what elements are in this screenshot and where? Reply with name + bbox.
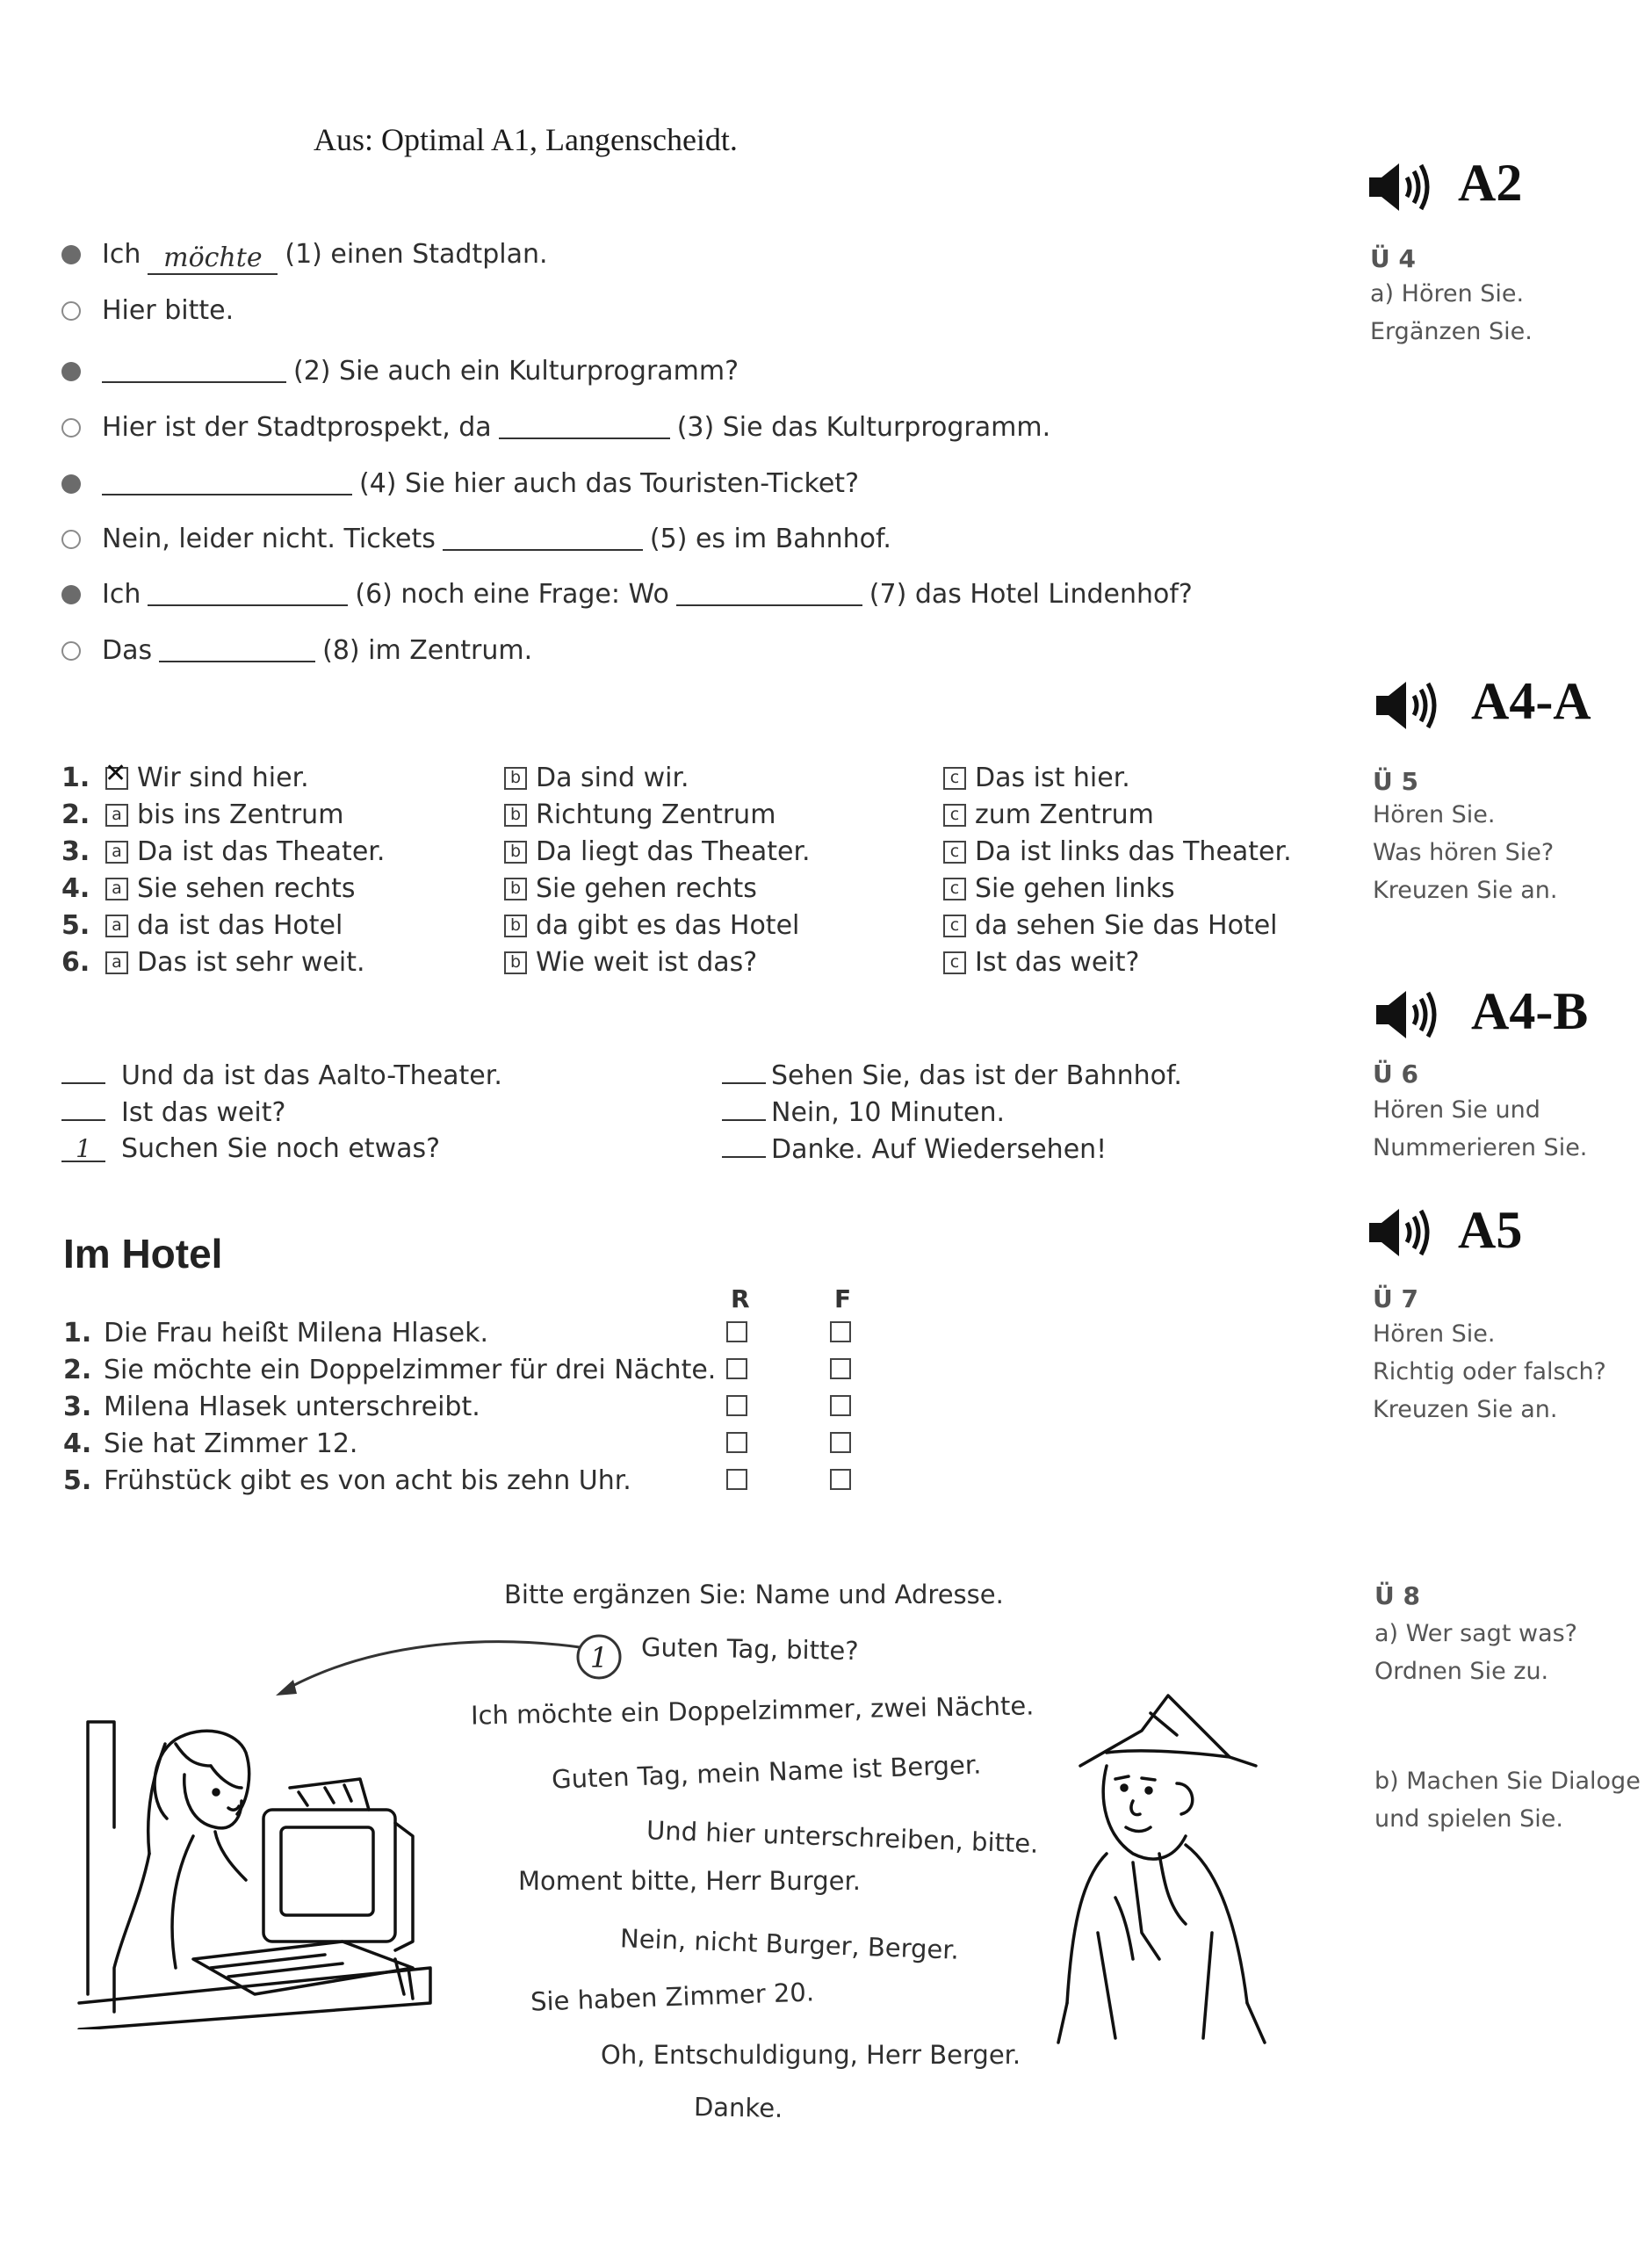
- answer-blank[interactable]: [102, 467, 352, 495]
- choice-checkbox-b[interactable]: b: [504, 915, 527, 937]
- speaker-a-bullet: [61, 585, 81, 604]
- svg-text:1: 1: [589, 1641, 609, 1674]
- choice-row: 5. a da ist das Hotel: [61, 910, 343, 941]
- order-item: 1 Suchen Sie noch etwas?: [61, 1133, 440, 1164]
- dialog-instruction: Bitte ergänzen Sie: Name und Adresse.: [504, 1580, 1004, 1609]
- richtig-checkbox[interactable]: [726, 1432, 747, 1453]
- order-item: Nein, 10 Minuten.: [722, 1096, 1005, 1128]
- speaker-b-bullet: [61, 301, 81, 321]
- dialog-sentence: Nein, nicht Burger, Berger.: [619, 1923, 960, 1965]
- choice-option-b: b Sie gehen rechts: [504, 873, 757, 904]
- dialog-line: Hier ist der Stadtprospekt, da (3) Sie das Kulturprogramm.: [61, 408, 1050, 443]
- answer-blank[interactable]: möchte: [148, 247, 278, 275]
- choice-checkbox-b[interactable]: b: [504, 767, 527, 790]
- exercise-number: Ü 5: [1373, 767, 1418, 796]
- choice-checkbox-b[interactable]: b: [504, 841, 527, 864]
- choice-checkbox-c[interactable]: c: [943, 767, 966, 790]
- section-title: Im Hotel: [63, 1231, 223, 1276]
- choice-row: 6. a Das ist sehr weit.: [61, 947, 365, 978]
- choice-checkbox-a[interactable]: [105, 767, 128, 790]
- exercise-instructions: a) Wer sagt was? Ordnen Sie zu.: [1374, 1620, 1578, 1685]
- exercise-number: Ü 6: [1373, 1059, 1418, 1088]
- dialog-line: Nein, leider nicht. Tickets (5) es im Bahnhof.: [61, 519, 891, 554]
- choice-option-b: b Da sind wir.: [504, 763, 689, 793]
- exercise-instructions: Hören Sie. Was hören Sie? Kreuzen Sie an.: [1373, 801, 1558, 904]
- order-number-blank[interactable]: [61, 1059, 105, 1084]
- receptionist-illustration: [61, 1704, 474, 2029]
- falsch-checkbox[interactable]: [830, 1395, 851, 1416]
- falsch-header: F: [834, 1284, 852, 1313]
- falsch-checkbox[interactable]: [830, 1358, 851, 1379]
- choice-option-b: b Da liegt das Theater.: [504, 836, 811, 867]
- answer-blank[interactable]: [499, 411, 670, 439]
- choice-checkbox-b[interactable]: b: [504, 951, 527, 974]
- speaker-icon[interactable]: [1366, 156, 1434, 218]
- choice-checkbox-a[interactable]: a: [105, 951, 128, 974]
- answer-blank[interactable]: [676, 578, 862, 606]
- choice-row: 2. a bis ins Zentrum: [61, 799, 344, 830]
- dialog-sentence: Und hier unterschreiben, bitte.: [646, 1815, 1039, 1859]
- choice-option-b: b Wie weit ist das?: [504, 947, 757, 978]
- dialog-sentence: Sie haben Zimmer 20.: [530, 1977, 815, 2017]
- dialog-line: (4) Sie hier auch das Touristen-Ticket?: [61, 464, 859, 499]
- choice-checkbox-a[interactable]: a: [105, 878, 128, 900]
- choice-option-c: c zum Zentrum: [943, 799, 1154, 830]
- unit-code-a5: A5: [1458, 1201, 1523, 1259]
- source-citation: Aus: Optimal A1, Langenscheidt.: [314, 122, 738, 157]
- speaker-b-bullet: [61, 641, 81, 661]
- order-number-blank[interactable]: [722, 1096, 766, 1121]
- speaker-a-bullet: [61, 474, 81, 494]
- dialog-line: Hier bitte.: [61, 295, 234, 326]
- order-number-blank[interactable]: 1: [61, 1138, 105, 1162]
- answer-blank[interactable]: [148, 578, 348, 606]
- answer-blank[interactable]: [102, 355, 286, 383]
- richtig-checkbox[interactable]: [726, 1395, 747, 1416]
- exercise-instructions: Hören Sie und Nummerieren Sie.: [1373, 1096, 1588, 1161]
- speaker-icon[interactable]: [1373, 675, 1441, 736]
- choice-checkbox-a[interactable]: a: [105, 804, 128, 827]
- choice-option-b: b Richtung Zentrum: [504, 799, 776, 830]
- speaker-a-bullet: [61, 245, 81, 264]
- dialog-sentence: Guten Tag, mein Name ist Berger.: [551, 1749, 982, 1795]
- choice-option-c: c Sie gehen links: [943, 873, 1175, 904]
- statement-row: 1. Die Frau heißt Milena Hlasek.: [63, 1318, 488, 1349]
- exercise-instructions: Hören Sie. Richtig oder falsch? Kreuzen Sie an.: [1373, 1320, 1606, 1423]
- statement-row: 2. Sie möchte ein Doppelzimmer für drei Nächte.: [63, 1355, 717, 1385]
- choice-row: 4. a Sie sehen rechts: [61, 873, 356, 904]
- answer-blank[interactable]: [159, 634, 315, 662]
- choice-checkbox-c[interactable]: c: [943, 951, 966, 974]
- exercise-instructions: a) Hören Sie. Ergänzen Sie.: [1370, 280, 1533, 345]
- dialog-line: Ich (6) noch eine Frage: Wo (7) das Hotel Lindenhof?: [61, 575, 1193, 610]
- choice-checkbox-c[interactable]: c: [943, 878, 966, 900]
- choice-checkbox-b[interactable]: b: [504, 804, 527, 827]
- dialog-sentence: Moment bitte, Herr Burger.: [518, 1866, 861, 1896]
- dialog-line: Ich möchte (1) einen Stadtplan.: [61, 239, 548, 271]
- richtig-checkbox[interactable]: [726, 1358, 747, 1379]
- speaker-a-bullet: [61, 362, 81, 381]
- order-item: Und da ist das Aalto-Theater.: [61, 1059, 502, 1091]
- statement-row: 3. Milena Hlasek unterschreibt.: [63, 1392, 480, 1422]
- unit-code-a2: A2: [1458, 154, 1523, 212]
- falsch-checkbox[interactable]: [830, 1321, 851, 1342]
- dialog-sentence: Guten Tag, bitte?: [640, 1631, 859, 1667]
- choice-option-c: c Das ist hier.: [943, 763, 1130, 793]
- speaker-icon[interactable]: [1366, 1202, 1434, 1263]
- richtig-header: R: [731, 1284, 750, 1313]
- falsch-checkbox[interactable]: [830, 1432, 851, 1453]
- choice-row: 1. ✕ Wir sind hier.: [61, 763, 309, 793]
- statement-row: 4. Sie hat Zimmer 12.: [63, 1428, 358, 1459]
- richtig-checkbox[interactable]: [726, 1321, 747, 1342]
- dialog-line: Das (8) im Zentrum.: [61, 631, 532, 666]
- dialog-sentence: Ich möchte ein Doppelzimmer, zwei Nächte.: [470, 1690, 1035, 1731]
- exercise-number: Ü 4: [1370, 244, 1416, 273]
- order-item: Ist das weit?: [61, 1096, 285, 1128]
- choice-checkbox-a[interactable]: a: [105, 841, 128, 864]
- choice-checkbox-c[interactable]: c: [943, 915, 966, 937]
- guest-illustration: [1045, 1669, 1326, 2056]
- choice-row: 3. a Da ist das Theater.: [61, 836, 386, 867]
- choice-checkbox-c[interactable]: c: [943, 804, 966, 827]
- choice-option-c: c Da ist links das Theater.: [943, 836, 1292, 867]
- unit-code-a4b: A4-B: [1471, 982, 1589, 1040]
- order-item: Sehen Sie, das ist der Bahnhof.: [722, 1059, 1182, 1091]
- arrow-icon: [263, 1616, 597, 1704]
- choice-checkbox-c[interactable]: c: [943, 841, 966, 864]
- choice-option-c: c da sehen Sie das Hotel: [943, 910, 1278, 941]
- number-marker: [574, 1632, 624, 1681]
- falsch-checkbox[interactable]: [830, 1469, 851, 1490]
- choice-checkbox-b[interactable]: b: [504, 878, 527, 900]
- speaker-b-bullet: [61, 418, 81, 438]
- exercise-number: Ü 8: [1374, 1581, 1420, 1610]
- speaker-b-bullet: [61, 530, 81, 549]
- choice-option-b: b da gibt es das Hotel: [504, 910, 799, 941]
- exercise-number: Ü 7: [1373, 1284, 1418, 1313]
- statement-row: 5. Frühstück gibt es von acht bis zehn Uhr.: [63, 1465, 631, 1496]
- order-number-blank[interactable]: [61, 1096, 105, 1121]
- unit-code-a4a: A4-A: [1471, 672, 1591, 730]
- exercise-instructions: b) Machen Sie Dialoge und spielen Sie.: [1374, 1768, 1641, 1833]
- order-item: Danke. Auf Wiedersehen!: [722, 1133, 1107, 1165]
- richtig-checkbox[interactable]: [726, 1469, 747, 1490]
- dialog-sentence: Danke.: [693, 2092, 783, 2123]
- order-number-blank[interactable]: [722, 1059, 766, 1084]
- order-number-blank[interactable]: [722, 1133, 766, 1158]
- choice-option-c: c Ist das weit?: [943, 947, 1139, 978]
- dialog-line: (2) Sie auch ein Kulturprogramm?: [61, 351, 739, 387]
- dialog-sentence: Oh, Entschuldigung, Herr Berger.: [601, 2040, 1021, 2070]
- answer-blank[interactable]: [443, 523, 643, 551]
- speaker-icon[interactable]: [1373, 984, 1441, 1045]
- choice-checkbox-a[interactable]: a: [105, 915, 128, 937]
